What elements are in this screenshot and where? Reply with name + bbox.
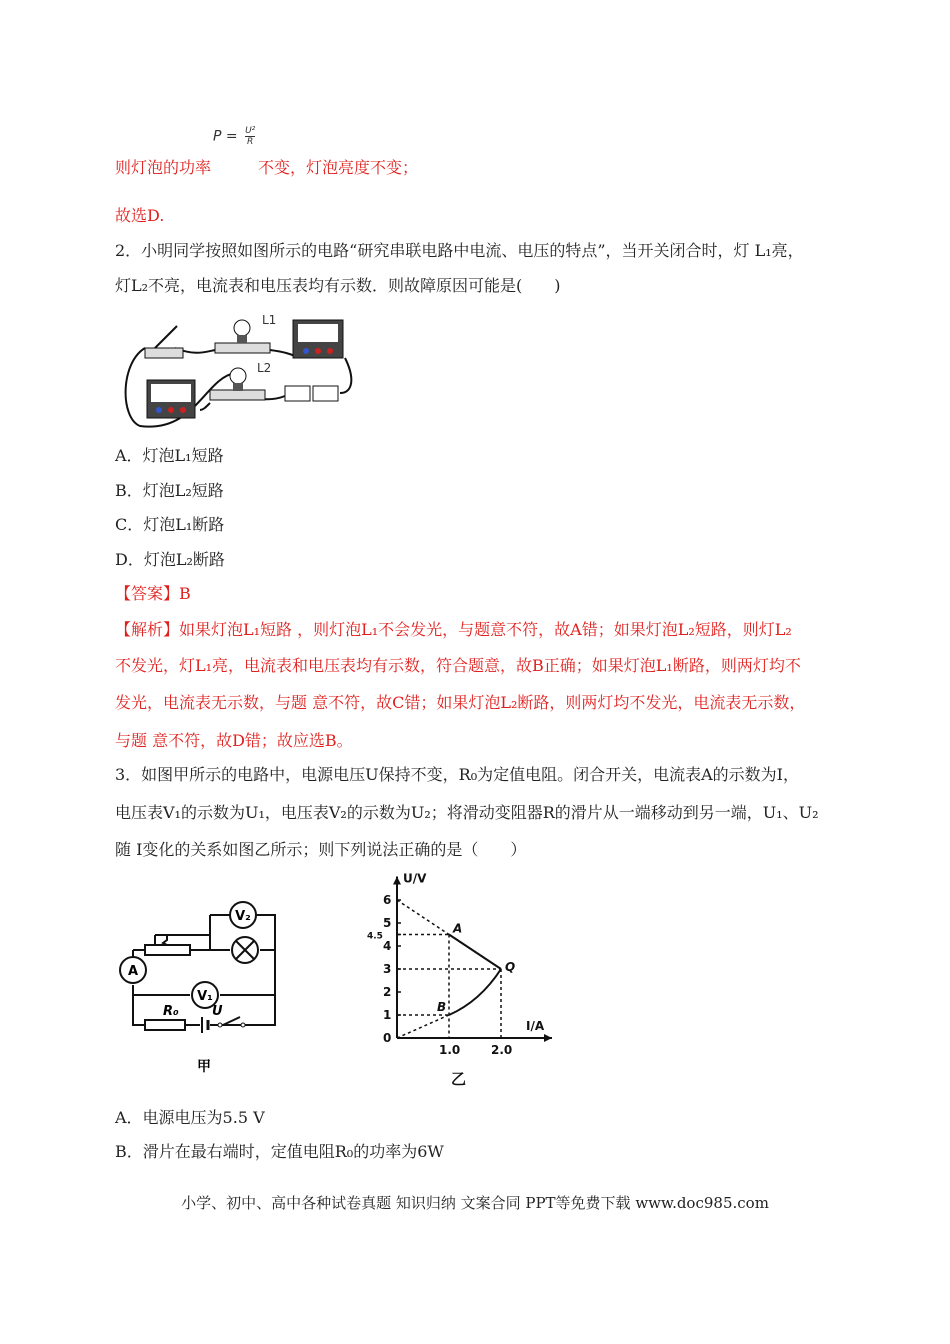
circuit-diagram-jia: [115, 895, 295, 1080]
q2-analysis-line1: 【解析】如果灯泡L₁短路 ，则灯泡L₁不会发光，与题意不符，故A错；如果灯泡L₂短路，则灯L₂: [115, 620, 792, 639]
y-tick-label: 4: [383, 939, 392, 953]
caption-jia: 甲: [197, 1059, 211, 1075]
dashed-line: [397, 900, 449, 935]
label-r0: R₀: [163, 1004, 179, 1019]
q2-stem-line1: 2．小明同学按照如图所示的电路“研究串联电路中电流、电压的特点”，当开关闭合时，灯 L₁亮，: [115, 241, 804, 260]
q2-option-c: C．灯泡L₁断路: [115, 515, 225, 534]
graph-yi: [360, 870, 560, 1090]
q3-option-b: B．滑片在最右端时，定值电阻R₀的功率为6W: [115, 1142, 444, 1161]
q2-option-a: A．灯泡L₁短路: [115, 446, 224, 465]
point-label-b: B: [437, 1000, 447, 1014]
resistor-r0-icon: [145, 1020, 185, 1030]
q3-stem-line2: 电压表V₁的示数为U₁，电压表V₂的示数为U₂；将滑动变阻器R的滑片从一端移动到另一端，U₁、U₂: [115, 803, 819, 822]
q2-analysis-line4: 与题 意不符，故D错；故应选B。: [115, 731, 353, 750]
footer: 小学、初中、高中各种试卷真题 知识归纳 文案合同 PPT等免费下载 www.doc985.com: [181, 1194, 769, 1212]
answer1-line1: 则灯泡的功率 不变，灯泡亮度不变；: [115, 158, 419, 177]
x-tick-label: 2.0: [491, 1043, 513, 1057]
q2-analysis-line3: 发光，电流表无示数，与题 意不符，故C错；如果灯泡L₂断路，则两灯均不发光，电流表无示数，: [115, 693, 806, 712]
label-u: U: [212, 1004, 223, 1019]
y-tick-label: 6: [383, 893, 392, 907]
x-tick-label: 1.0: [439, 1043, 461, 1057]
q2-option-b: B．灯泡L₂短路: [115, 481, 224, 500]
series-line-2: [449, 969, 501, 1015]
caption-yi: 乙: [451, 1070, 467, 1088]
label-v2: V₂: [235, 909, 251, 924]
y-tick-label: 4.5: [367, 931, 383, 942]
answer1-line2: 故选D.: [115, 206, 165, 225]
x-axis-arrow: [544, 1034, 552, 1042]
battery-icon: [285, 386, 338, 401]
y-tick-label: 5: [383, 916, 392, 930]
series-circuit-figure: [115, 308, 355, 433]
label-v1: V₁: [197, 989, 213, 1004]
label-l2: L2: [257, 361, 272, 375]
dashed-line: [397, 1015, 449, 1038]
q3-option-a: A．电源电压为5.5 V: [115, 1108, 265, 1127]
point-label-q: Q: [505, 960, 516, 974]
y-tick-label: 0: [383, 1031, 392, 1045]
ammeter-icon: [293, 320, 343, 358]
y-axis-label: U/V: [403, 871, 427, 886]
label-ammeter: A: [127, 964, 139, 979]
x-axis-label: I/A: [526, 1019, 545, 1033]
q2-option-d: D．灯泡L₂断路: [115, 550, 225, 569]
switch-icon: [145, 326, 183, 358]
y-tick-label: 3: [383, 962, 392, 976]
voltmeter-icon: [147, 380, 195, 418]
point-label-a: A: [453, 921, 463, 936]
series-line-1: [449, 935, 501, 970]
q2-stem-line2: 灯L₂不亮，电流表和电压表均有示数．则故障原因可能是( ): [115, 276, 561, 295]
y-axis-arrow: [393, 877, 401, 885]
q2-answer: 【答案】B: [115, 584, 191, 603]
y-tick-label: 1: [383, 1008, 392, 1022]
power-formula: P = $\frac{\text{U²}}{R}$: [213, 126, 256, 147]
q3-stem-line3: 随 I变化的关系如图乙所示；则下列说法正确的是（ ）: [115, 840, 527, 859]
rheostat-icon: [145, 945, 190, 955]
q3-stem-line1: 3．如图甲所示的电路中，电源电压U保持不变，R₀为定值电阻。闭合开关，电流表A的示数为I，: [115, 765, 800, 784]
y-tick-label: 2: [383, 985, 392, 999]
label-l1: L1: [262, 313, 277, 327]
q2-analysis-line2: 不发光，灯L₁亮，电流表和电压表均有示数，符合题意，故B正确；如果灯泡L₁断路，则两灯均不: [115, 656, 801, 675]
